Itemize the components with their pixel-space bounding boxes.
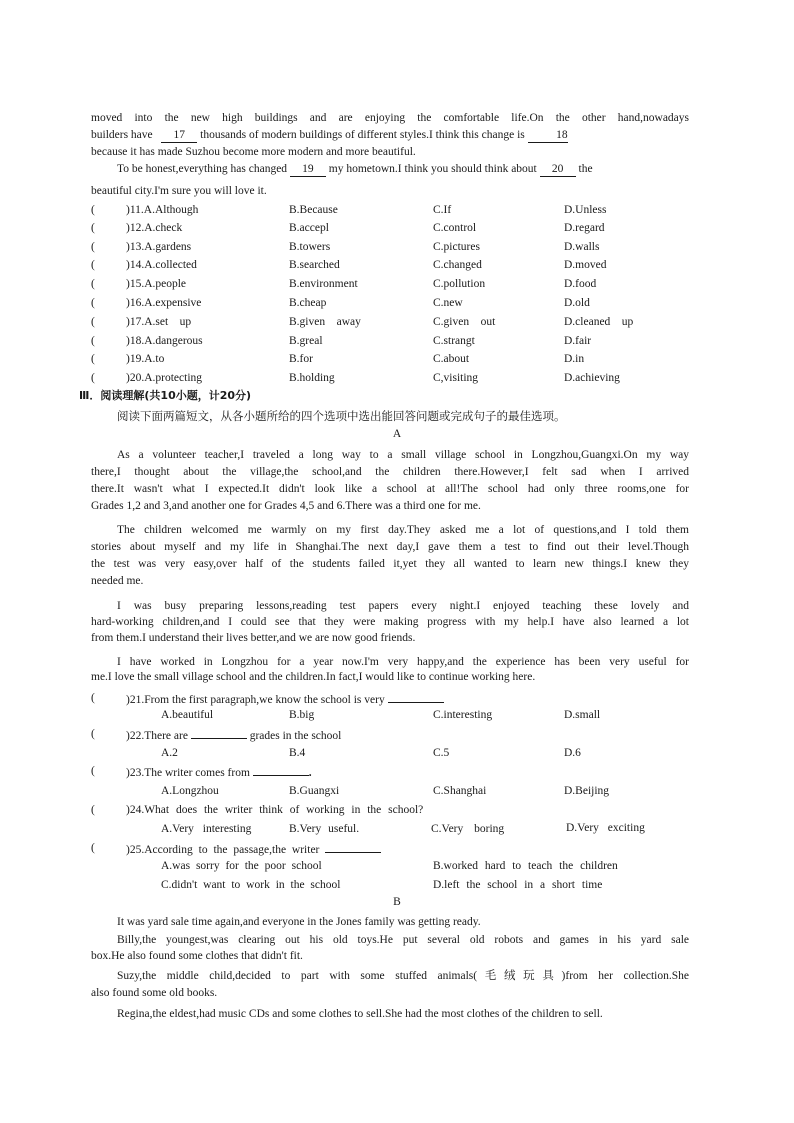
option-a: )12.A.check	[126, 222, 183, 234]
passage-line: Billy,the youngest,was clearing out his old toys.He put several old robots and games in his yard sale	[117, 934, 689, 946]
passage-line: It was yard sale time again,and everyone in the Jones family was getting ready.	[117, 916, 481, 928]
option-b: B.environment	[289, 278, 358, 290]
answer-paren[interactable]: (	[91, 335, 95, 347]
option-d: D.regard	[564, 222, 605, 234]
passage-line: me.I love the small village school and the children.In fact,I would like to continue working here.	[91, 671, 536, 683]
option-b: B.Very useful.	[289, 823, 360, 835]
answer-paren[interactable]: (	[91, 316, 95, 328]
answer-paren[interactable]: (	[91, 241, 95, 253]
passage-line: there,I thought about the village,the school,and the children there.However,I felt sad when I arrived	[91, 466, 689, 478]
option-c: C.Very boring	[431, 823, 505, 835]
option-d: D.small	[564, 709, 601, 721]
question-text	[126, 727, 341, 743]
option-d: D.cleaned up	[564, 316, 634, 328]
passage-line: also found some old books.	[91, 987, 218, 999]
passage-line	[117, 162, 689, 177]
option-d: D.achieving	[564, 372, 620, 384]
answer-paren[interactable]: (	[91, 728, 95, 740]
option-c: C.control	[433, 222, 477, 234]
question-stem: grades in the school	[249, 730, 342, 742]
option-a: )15.A.people	[126, 278, 187, 290]
option-a: )14.A.collected	[126, 259, 197, 271]
option-d: D.in	[564, 353, 585, 365]
answer-paren[interactable]: (	[91, 765, 95, 777]
option-b: B.towers	[289, 241, 331, 253]
option-c: C.strangt	[433, 335, 475, 347]
option-d: D.walls	[564, 241, 600, 253]
answer-paren[interactable]: (	[91, 842, 95, 854]
option-b: B.4	[289, 747, 306, 759]
option-c: C.new	[433, 297, 463, 309]
passage-line: Regina,the eldest,had music CDs and some clothes to sell.She had the most clothes of the children to sell.	[117, 1008, 603, 1020]
passage-line: Grades 1,2 and 3,and another one for Grades 4,5 and 6.There was a third one for me.	[91, 500, 481, 512]
question-stem: )21.From the first paragraph,we know the school is very	[126, 694, 385, 706]
blank-17: 17	[161, 128, 197, 143]
passage-text: thousands of modern buildings of different styles.I think this change is	[200, 129, 525, 141]
option-d: D.Unless	[564, 204, 607, 216]
option-a: )19.A.to	[126, 353, 165, 365]
option-c: C,visiting	[433, 372, 479, 384]
option-b: B.big	[289, 709, 315, 721]
option-b: B.greal	[289, 335, 323, 347]
answer-blank[interactable]	[253, 764, 309, 776]
question-text: )24.What does the writer think of working in the school?	[126, 804, 424, 816]
passage-text: builders have	[91, 129, 153, 141]
answer-paren[interactable]: (	[91, 222, 95, 234]
option-d: D.6	[564, 747, 581, 759]
passage-line: I was busy preparing lessons,reading test papers every night.I enjoyed teaching these lovely and	[117, 600, 689, 612]
answer-paren[interactable]: (	[91, 372, 95, 384]
option-a: )17.A.set up	[126, 316, 192, 328]
option-c: C.changed	[433, 259, 482, 271]
passage-line: Suzy,the middle child,decided to part with some stuffed animals(毛绒玩具)from her collection.She	[117, 970, 689, 982]
option-a: )11.A.Although	[126, 204, 199, 216]
passage-line: hard-working children,and I could see that they were making progress with my help.I have also learned a lot	[91, 616, 689, 628]
passage-label-b: B	[393, 896, 401, 908]
option-a: A.Longzhou	[161, 785, 219, 797]
answer-paren[interactable]: (	[91, 692, 95, 704]
option-b: B.worked hard to teach the children	[433, 860, 618, 872]
question-stem: .	[308, 767, 312, 779]
answer-blank[interactable]	[325, 841, 381, 853]
option-c: C.pictures	[433, 241, 480, 253]
passage-text: To be honest,everything has changed	[117, 163, 288, 175]
option-c: C.pollution	[433, 278, 486, 290]
question-stem: )23.The writer comes from	[126, 767, 250, 779]
option-d: D.Very exciting	[566, 822, 645, 834]
option-a: A.was sorry for the poor school	[161, 860, 322, 872]
option-d: D.fair	[564, 335, 592, 347]
option-b: B.cheap	[289, 297, 327, 309]
option-b: B.for	[289, 353, 313, 365]
option-d: D.food	[564, 278, 597, 290]
answer-blank[interactable]	[388, 691, 444, 703]
blank-18: 18	[528, 128, 568, 143]
option-c: C.If	[433, 204, 452, 216]
passage-line: moved into the new high buildings and are enjoying the comfortable life.On the other hand,nowadays	[91, 112, 689, 124]
blank-20: 20	[540, 162, 576, 177]
answer-paren[interactable]: (	[91, 259, 95, 271]
option-c: C.Shanghai	[433, 785, 487, 797]
answer-paren[interactable]: (	[91, 804, 95, 816]
option-a: A.beautiful	[161, 709, 214, 721]
question-stem: )22.There are	[126, 730, 188, 742]
answer-paren[interactable]: (	[91, 353, 95, 365]
option-a: )18.A.dangerous	[126, 335, 203, 347]
option-b: B.holding	[289, 372, 335, 384]
option-b: B.searched	[289, 259, 340, 271]
blank-19: 19	[290, 162, 326, 177]
question-text	[126, 764, 312, 780]
option-c: C.about	[433, 353, 470, 365]
option-d: D.old	[564, 297, 590, 309]
option-d: D.Beijing	[564, 785, 610, 797]
option-a: A.2	[161, 747, 178, 759]
option-a: )13.A.gardens	[126, 241, 192, 253]
question-text	[126, 841, 381, 857]
option-a: )16.A.expensive	[126, 297, 202, 309]
passage-text: the	[578, 163, 593, 175]
passage-line: the test was very easy,over half of the students failed it,yet they all wanted to learn new things.I knew they	[91, 558, 689, 570]
option-b: B.Because	[289, 204, 338, 216]
passage-line: As a volunteer teacher,I traveled a long way to a small village school in Longzhou,Guangxi.On my way	[117, 449, 689, 461]
question-text	[126, 691, 444, 707]
answer-paren[interactable]: (	[91, 297, 95, 309]
passage-line: from them.I understand their lives better,and we are now good friends.	[91, 632, 416, 644]
answer-blank[interactable]	[191, 727, 247, 739]
passage-line: stories about myself and my life in Shanghai.The next day,I gave them a test to find out their level.Though	[91, 541, 689, 553]
passage-label-a: A	[392, 428, 402, 440]
option-a: )20.A.protecting	[126, 372, 203, 384]
answer-paren[interactable]: (	[91, 278, 95, 290]
passage-line: The children welcomed me warmly on my first day.They asked me a lot of questions,and I told them	[117, 524, 689, 536]
option-b: B.Guangxi	[289, 785, 340, 797]
option-a: A.Very interesting	[161, 823, 252, 835]
passage-line: I have worked in Longzhou for a year now.I'm very happy,and the experience has been very useful for	[117, 656, 689, 668]
passage-line: there.It wasn't what I expected.It didn't look like a school at all!The school had only three rooms,one for	[91, 483, 689, 495]
section-heading: Ⅲ．阅读理解(共10小题，计20分)	[79, 389, 252, 402]
option-c: C.interesting	[433, 709, 493, 721]
option-b: B.accepl	[289, 222, 329, 234]
option-b: B.given away	[289, 316, 361, 328]
passage-text: my hometown.I think you should think about	[328, 163, 537, 175]
option-d: D.left the school in a short time	[433, 879, 603, 891]
passage-line: because it has made Suzhou become more modern and more beautiful.	[91, 146, 416, 158]
question-stem: )25.According to the passage,the writer	[126, 844, 320, 856]
section-instruction: 阅读下面两篇短文，从各小题所给的四个选项中选出能回答问题或完成句子的最佳选项。	[117, 409, 566, 423]
option-c: C.didn't want to work in the school	[161, 879, 341, 891]
option-d: D.moved	[564, 259, 607, 271]
passage-line	[91, 128, 689, 143]
option-c: C.5	[433, 747, 450, 759]
passage-line: beautiful city.I'm sure you will love it.	[91, 185, 267, 197]
passage-line: needed me.	[91, 575, 144, 587]
passage-line: box.He also found some clothes that didn't fit.	[91, 950, 303, 962]
option-c: C.given out	[433, 316, 496, 328]
answer-paren[interactable]: (	[91, 204, 95, 216]
